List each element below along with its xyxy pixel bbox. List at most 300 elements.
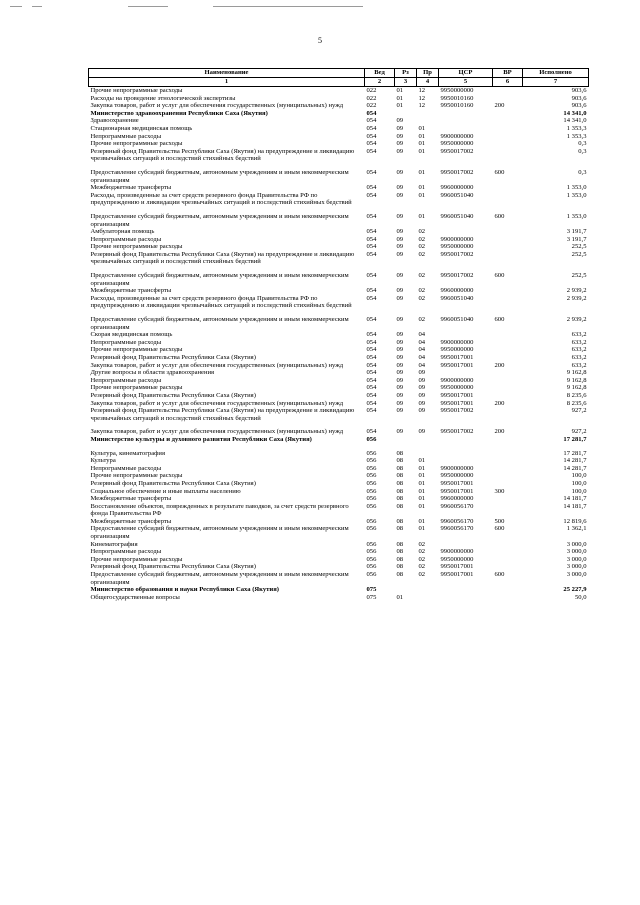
row-csr xyxy=(439,444,493,458)
row-sum: 14 281,7 xyxy=(563,457,587,465)
row-name: Прочие непрограммные расходы xyxy=(90,346,183,354)
column-number: 4 xyxy=(417,78,439,87)
row-rz: 09 xyxy=(396,376,404,384)
row-vr xyxy=(493,586,523,594)
row-sum: 100,0 xyxy=(571,479,587,487)
table-row xyxy=(89,571,589,586)
row-sum: 9 162,8 xyxy=(566,376,587,384)
row-rz: 01 xyxy=(396,94,404,102)
row-sum: 0,3 xyxy=(578,147,587,155)
row-pr: 01 xyxy=(418,147,426,155)
row-sum: 12 819,6 xyxy=(563,517,587,525)
row-ved: 054 xyxy=(366,369,377,377)
row-ved: 054 xyxy=(366,346,377,354)
expenditure-table xyxy=(88,68,589,601)
row-sum: 3 000,0 xyxy=(566,555,587,563)
row-name: Межбюджетные трансферты xyxy=(90,184,172,192)
row-rz: 09 xyxy=(396,399,404,407)
row-rz: 09 xyxy=(396,428,404,436)
row-pr: 01 xyxy=(418,502,426,510)
row-csr xyxy=(439,331,493,339)
row-name: Резервный фонд Правительства Республики Саха (Якутия) на предупреждение и ликвидацию чрезвычайных ситуаций и последствий стихийных бедствий xyxy=(90,147,355,163)
table-row xyxy=(89,148,589,163)
row-sum: 2 939,2 xyxy=(566,294,587,302)
row-vr xyxy=(493,346,523,354)
row-rz: 08 xyxy=(396,487,404,495)
row-ved: 056 xyxy=(366,487,377,495)
row-ved: 054 xyxy=(366,399,377,407)
column-number: 7 xyxy=(523,78,589,87)
row-sum: 1 353,0 xyxy=(566,212,587,220)
row-vr xyxy=(493,87,523,95)
row-ved: 054 xyxy=(366,147,377,155)
row-rz: 01 xyxy=(396,102,404,110)
row-vr xyxy=(493,377,523,385)
row-rz: 09 xyxy=(396,168,404,176)
row-rz: 01 xyxy=(396,593,404,601)
row-vr xyxy=(493,125,523,133)
row-csr: 9960000000 xyxy=(440,184,474,192)
row-csr: 9960051040 xyxy=(440,212,474,220)
row-pr: 12 xyxy=(418,87,426,94)
row-rz: 08 xyxy=(396,555,404,563)
header-name: Наименование xyxy=(89,69,365,78)
row-pr: 02 xyxy=(418,243,426,251)
row-name: Прочие непрограммные расходы xyxy=(90,87,183,94)
row-rz: 08 xyxy=(396,479,404,487)
row-name: Амбулаторная помощь xyxy=(90,228,155,236)
row-csr: 9960056170 xyxy=(440,502,474,510)
row-csr: 9900000000 xyxy=(440,376,474,384)
row-vr: 600 xyxy=(494,571,505,579)
row-name: Прочие непрограммные расходы xyxy=(90,140,183,148)
row-sum: 0,3 xyxy=(578,140,587,148)
row-ved: 056 xyxy=(366,495,377,503)
row-csr xyxy=(439,228,493,236)
header-sum: Исполнено xyxy=(523,69,589,78)
row-name: Межбюджетные трансферты xyxy=(90,287,172,295)
table-row xyxy=(89,495,589,503)
row-pr: 04 xyxy=(418,331,426,339)
row-ved: 054 xyxy=(366,212,377,220)
row-pr: 04 xyxy=(418,354,426,361)
row-ved: 054 xyxy=(366,191,377,199)
row-vr xyxy=(493,541,523,549)
table-row xyxy=(89,184,589,192)
row-rz: 08 xyxy=(396,571,404,579)
row-name: Непрограммные расходы xyxy=(90,548,162,556)
row-name: Социальное обеспечение и иные выплаты населению xyxy=(90,487,241,495)
row-vr: 600 xyxy=(494,525,505,533)
row-csr: 9950017001 xyxy=(440,563,474,571)
row-vr xyxy=(493,354,523,362)
row-ved: 056 xyxy=(366,555,377,563)
row-rz: 08 xyxy=(396,517,404,525)
row-rz: 08 xyxy=(396,502,404,510)
row-pr: 01 xyxy=(418,132,426,140)
table-row xyxy=(89,192,589,207)
table-row xyxy=(89,354,589,362)
row-name: Общегосударственные вопросы xyxy=(90,593,180,601)
row-sum: 14 341,0 xyxy=(563,117,587,125)
table-row xyxy=(89,287,589,295)
row-csr: 9950000000 xyxy=(440,384,474,392)
row-vr xyxy=(493,594,523,602)
row-name: Резервный фонд Правительства Республики Саха (Якутия) xyxy=(90,563,256,571)
row-vr: 200 xyxy=(494,428,505,436)
row-rz: 09 xyxy=(396,294,404,302)
row-ved: 054 xyxy=(366,109,377,117)
row-csr: 9950017001 xyxy=(440,391,474,399)
row-csr: 9950017002 xyxy=(440,428,474,436)
row-sum: 8 235,6 xyxy=(566,391,587,399)
row-csr: 9950000000 xyxy=(440,87,474,94)
row-rz: 09 xyxy=(396,243,404,251)
row-pr: 01 xyxy=(418,525,426,533)
row-pr: 02 xyxy=(418,228,426,236)
table-row xyxy=(89,436,589,444)
row-pr: 12 xyxy=(418,102,426,110)
row-pr: 09 xyxy=(418,376,426,384)
row-name: Расходы, произведенные за счет средств резервного фонда Правительства РФ по предупреждению и ликвидации чрезвычайных ситуаций и последствий стихийных бедствий xyxy=(90,294,352,310)
column-number-row xyxy=(89,78,589,87)
row-sum: 3 000,0 xyxy=(566,563,587,571)
row-pr: 09 xyxy=(418,384,426,392)
table-row xyxy=(89,346,589,354)
row-name: Прочие непрограммные расходы xyxy=(90,555,183,563)
row-sum: 9 162,8 xyxy=(566,369,587,377)
row-ved: 054 xyxy=(366,168,377,176)
row-sum: 3 000,0 xyxy=(566,540,587,548)
row-vr xyxy=(493,465,523,473)
row-name: Расходы на проведение этнологической экспертизы xyxy=(90,94,236,102)
table-row xyxy=(89,444,589,458)
row-ved: 056 xyxy=(366,457,377,465)
row-sum: 8 235,6 xyxy=(566,399,587,407)
row-vr xyxy=(493,407,523,422)
row-rz: 08 xyxy=(396,540,404,548)
table-row xyxy=(89,207,589,228)
row-name: Культура xyxy=(90,457,116,465)
row-pr: 09 xyxy=(418,369,426,377)
table-row xyxy=(89,339,589,347)
table-row xyxy=(89,465,589,473)
row-rz: 09 xyxy=(396,391,404,399)
table-row xyxy=(89,518,589,526)
table-row xyxy=(89,480,589,488)
row-name: Закупка товаров, работ и услуг для обеспечения государственных (муниципальных) нужд xyxy=(90,428,344,436)
header-ved: Вед xyxy=(365,69,395,78)
row-pr: 02 xyxy=(418,294,426,302)
row-pr: 02 xyxy=(418,540,426,548)
row-vr xyxy=(493,369,523,377)
row-sum: 17 281,7 xyxy=(563,449,587,457)
row-name: Межбюджетные трансферты xyxy=(90,517,172,525)
row-ved: 054 xyxy=(366,354,377,361)
row-name: Закупка товаров, работ и услуг для обеспечения государственных (муниципальных) нужд xyxy=(90,102,344,110)
table-row xyxy=(89,266,589,287)
row-sum: 633,2 xyxy=(571,338,587,346)
row-rz: 09 xyxy=(396,117,404,125)
row-pr xyxy=(417,110,439,118)
header-row xyxy=(89,69,589,78)
row-vr xyxy=(493,110,523,118)
column-number: 3 xyxy=(395,78,417,87)
row-vr xyxy=(493,117,523,125)
row-sum: 903,6 xyxy=(571,102,587,110)
row-name: Резервный фонд Правительства Республики Саха (Якутия) xyxy=(90,479,256,487)
row-pr: 02 xyxy=(418,287,426,295)
row-ved: 054 xyxy=(366,235,377,243)
row-sum: 1 353,0 xyxy=(566,184,587,192)
row-csr xyxy=(439,541,493,549)
row-pr: 01 xyxy=(418,168,426,176)
row-rz: 09 xyxy=(396,132,404,140)
row-rz: 09 xyxy=(396,287,404,295)
row-ved: 054 xyxy=(366,294,377,302)
column-number: 6 xyxy=(493,78,523,87)
row-rz: 09 xyxy=(396,354,404,361)
row-sum: 100,0 xyxy=(571,487,587,495)
row-sum: 927,2 xyxy=(571,428,587,436)
row-name: Здравоохранение xyxy=(90,117,139,125)
row-csr: 9950017002 xyxy=(440,168,474,176)
row-ved: 056 xyxy=(366,464,377,472)
row-rz: 09 xyxy=(396,407,404,415)
row-vr xyxy=(493,95,523,103)
row-vr xyxy=(493,436,523,444)
row-sum: 0,3 xyxy=(578,168,587,176)
row-vr xyxy=(493,444,523,458)
row-ved: 054 xyxy=(366,331,377,339)
row-rz: 09 xyxy=(396,361,404,369)
row-name: Министерство культуры и духовного развития Республики Саха (Якутия) xyxy=(90,435,312,443)
row-sum: 2 939,2 xyxy=(566,287,587,295)
row-pr xyxy=(417,436,439,444)
table-row xyxy=(89,295,589,310)
row-vr xyxy=(493,480,523,488)
row-sum: 25 227,9 xyxy=(563,586,587,594)
row-vr: 600 xyxy=(494,168,505,176)
row-name: Предоставление субсидий бюджетным, автономным учреждениям и иным некоммерческим организациям xyxy=(90,571,349,586)
row-name: Прочие непрограммные расходы xyxy=(90,243,183,251)
row-rz: 09 xyxy=(396,316,404,324)
row-vr xyxy=(493,503,523,518)
row-ved: 056 xyxy=(366,525,377,533)
row-csr: 9950000000 xyxy=(440,243,474,251)
row-sum: 14 181,7 xyxy=(563,502,587,510)
row-vr xyxy=(493,236,523,244)
table-row xyxy=(89,400,589,408)
table-row xyxy=(89,503,589,518)
row-pr: 04 xyxy=(418,338,426,346)
row-rz: 01 xyxy=(396,87,404,94)
row-pr: 01 xyxy=(418,191,426,199)
row-sum: 633,2 xyxy=(571,346,587,354)
table-row xyxy=(89,310,589,331)
table-row xyxy=(89,541,589,549)
row-sum: 1 362,1 xyxy=(566,525,587,533)
row-ved: 054 xyxy=(366,272,377,280)
row-ved: 056 xyxy=(366,571,377,579)
row-csr: 9960056170 xyxy=(440,517,474,525)
row-rz: 08 xyxy=(396,495,404,503)
row-vr: 200 xyxy=(494,102,505,110)
row-name: Министерство здравоохранения Республики Саха (Якутия) xyxy=(90,109,268,117)
row-vr xyxy=(493,133,523,141)
row-csr: 9950017001 xyxy=(440,487,474,495)
row-vr xyxy=(493,148,523,163)
row-name: Непрограммные расходы xyxy=(90,338,162,346)
table-row xyxy=(89,384,589,392)
row-csr xyxy=(439,369,493,377)
row-sum: 100,0 xyxy=(571,472,587,480)
row-csr: 9950017001 xyxy=(440,399,474,407)
row-csr: 9950000000 xyxy=(440,555,474,563)
row-pr: 09 xyxy=(418,407,426,415)
row-rz: 09 xyxy=(396,250,404,258)
row-rz: 09 xyxy=(396,331,404,339)
row-name: Резервный фонд Правительства Республики Саха (Якутия) на предупреждение и ликвидацию чрезвычайных ситуаций и последствий стихийных бедствий xyxy=(90,407,355,422)
column-number: 2 xyxy=(365,78,395,87)
row-csr: 9950000000 xyxy=(440,140,474,148)
table-row xyxy=(89,117,589,125)
row-vr xyxy=(493,295,523,310)
table-row xyxy=(89,110,589,118)
row-pr: 02 xyxy=(418,555,426,563)
row-name: Непрограммные расходы xyxy=(90,235,162,243)
column-number: 1 xyxy=(89,78,365,87)
scan-top-marks xyxy=(8,6,632,8)
table-row xyxy=(89,594,589,602)
row-csr: 9950010160 xyxy=(440,102,474,110)
row-rz: 09 xyxy=(396,124,404,132)
row-ved: 054 xyxy=(366,316,377,324)
row-ved: 075 xyxy=(366,593,377,601)
header-pr: Пр xyxy=(417,69,439,78)
row-sum: 903,6 xyxy=(571,94,587,102)
table-row xyxy=(89,125,589,133)
row-pr: 02 xyxy=(418,316,426,324)
row-sum: 17 281,7 xyxy=(563,435,587,443)
row-vr xyxy=(493,251,523,266)
row-vr xyxy=(493,472,523,480)
row-pr: 02 xyxy=(418,548,426,556)
table-row xyxy=(89,133,589,141)
row-pr: 01 xyxy=(418,517,426,525)
row-vr xyxy=(493,184,523,192)
row-ved: 054 xyxy=(366,140,377,148)
row-pr: 01 xyxy=(418,124,426,132)
row-sum: 252,5 xyxy=(571,272,587,280)
row-csr: 9950017001 xyxy=(440,571,474,579)
row-vr xyxy=(493,339,523,347)
row-csr xyxy=(439,436,493,444)
row-ved: 022 xyxy=(366,102,377,110)
row-csr: 9950017002 xyxy=(440,407,474,415)
row-name: Скорая медицинская помощь xyxy=(90,331,173,339)
row-pr xyxy=(417,444,439,458)
row-rz: 09 xyxy=(396,384,404,392)
row-pr: 01 xyxy=(418,457,426,465)
row-pr: 01 xyxy=(418,487,426,495)
row-ved: 056 xyxy=(366,517,377,525)
row-sum: 633,2 xyxy=(571,361,587,369)
row-ved: 054 xyxy=(366,250,377,258)
row-name: Непрограммные расходы xyxy=(90,376,162,384)
row-name: Прочие непрограммные расходы xyxy=(90,384,183,392)
row-ved: 022 xyxy=(366,87,377,94)
row-vr xyxy=(493,495,523,503)
row-pr: 01 xyxy=(418,472,426,480)
row-sum: 252,5 xyxy=(571,250,587,258)
table-row xyxy=(89,488,589,496)
row-vr xyxy=(493,457,523,465)
row-sum: 1 353,3 xyxy=(566,132,587,140)
row-ved: 056 xyxy=(366,479,377,487)
row-rz: 09 xyxy=(396,272,404,280)
row-ved: 054 xyxy=(366,391,377,399)
row-rz: 09 xyxy=(396,369,404,377)
row-ved: 056 xyxy=(366,472,377,480)
row-sum: 14 181,7 xyxy=(563,495,587,503)
row-ved: 054 xyxy=(366,361,377,369)
row-ved: 054 xyxy=(366,287,377,295)
row-ved: 054 xyxy=(366,407,377,415)
row-vr xyxy=(493,140,523,148)
row-rz: 08 xyxy=(396,525,404,533)
row-name: Предоставление субсидий бюджетным, автономным учреждениям и иным некоммерческим организациям xyxy=(90,212,349,228)
row-sum: 3 191,7 xyxy=(566,228,587,236)
row-sum: 3 000,0 xyxy=(566,548,587,556)
row-csr: 9960000000 xyxy=(440,495,474,503)
row-csr: 9900000000 xyxy=(440,464,474,472)
row-name: Резервный фонд Правительства Республики Саха (Якутия) xyxy=(90,354,256,361)
row-pr: 02 xyxy=(418,250,426,258)
row-csr: 9960000000 xyxy=(440,287,474,295)
table-row xyxy=(89,407,589,422)
row-csr xyxy=(439,110,493,118)
row-pr: 02 xyxy=(418,235,426,243)
row-pr: 01 xyxy=(418,479,426,487)
table-row xyxy=(89,563,589,571)
table-row xyxy=(89,586,589,594)
row-rz: 09 xyxy=(396,228,404,236)
row-vr: 600 xyxy=(494,212,505,220)
row-sum: 252,5 xyxy=(571,243,587,251)
row-ved: 054 xyxy=(366,338,377,346)
row-sum: 633,2 xyxy=(571,354,587,361)
row-pr xyxy=(417,594,439,602)
table-row xyxy=(89,422,589,436)
row-rz: 09 xyxy=(396,184,404,192)
row-sum: 14 281,7 xyxy=(563,464,587,472)
row-rz: 09 xyxy=(396,212,404,220)
row-pr xyxy=(417,117,439,125)
row-sum: 927,2 xyxy=(571,407,587,415)
table-row xyxy=(89,140,589,148)
row-ved: 054 xyxy=(366,124,377,132)
row-csr: 9960051040 xyxy=(440,191,474,199)
row-ved: 054 xyxy=(366,243,377,251)
row-ved: 056 xyxy=(366,502,377,510)
row-name: Культура, кинематография xyxy=(90,449,165,457)
row-name: Прочие непрограммные расходы xyxy=(90,472,183,480)
row-name: Закупка товаров, работ и услуг для обеспечения государственных (муниципальных) нужд xyxy=(90,361,344,369)
row-csr: 9950000000 xyxy=(440,472,474,480)
row-vr xyxy=(493,563,523,571)
row-sum: 1 353,0 xyxy=(566,191,587,199)
